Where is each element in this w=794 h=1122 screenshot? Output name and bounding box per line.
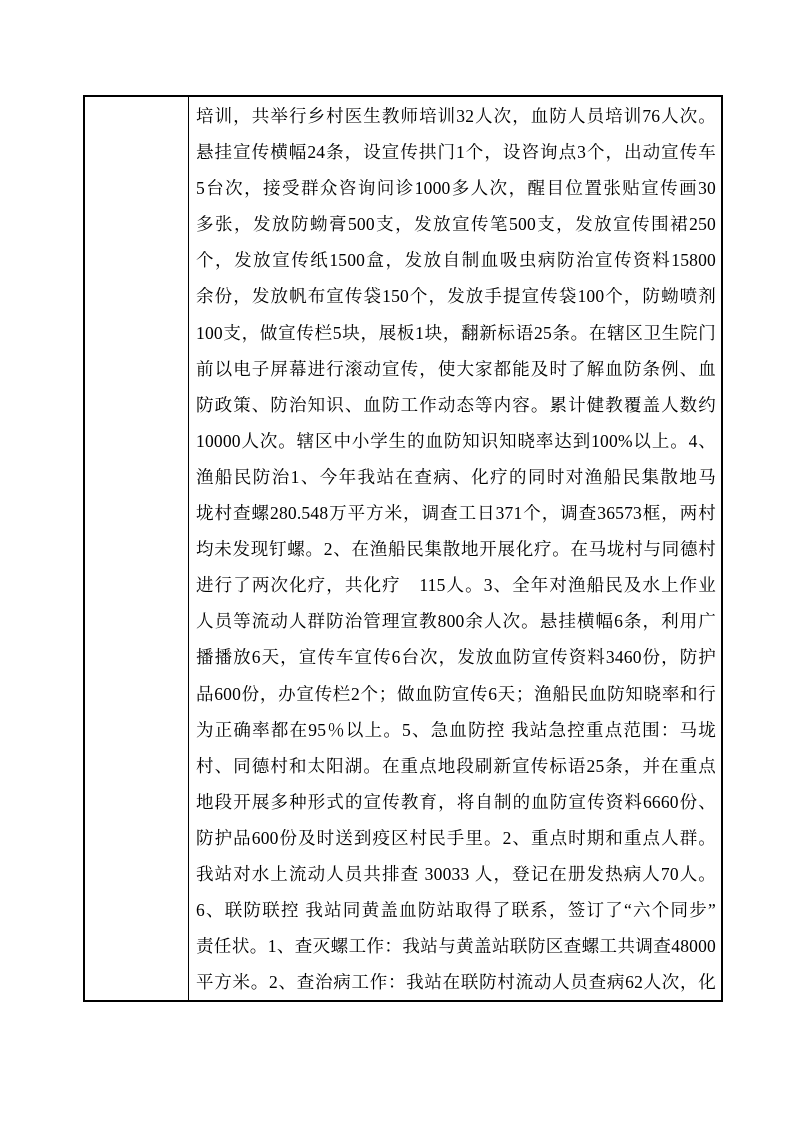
text-line: 防政策、防治知识、血防工作动态等内容。累计健教覆盖人数约 — [196, 394, 716, 415]
text-line: 前以电子屏幕进行滚动宣传，使大家都能及时了解血防条例、血 — [196, 358, 716, 379]
text-line: 我站对水上流动人员共排查 30033 人，登记在册发热病人70人。 — [196, 863, 716, 884]
text-line: 个，发放宣传纸1500盒，发放自制血吸虫病防治宣传资料15800 — [196, 250, 716, 271]
text-line: 责任状。1、查灭螺工作：我站与黄盖站联防区查螺工共调查48000 — [196, 936, 716, 957]
report-table — [83, 95, 723, 1002]
text-line: 为正确率都在95％以上。5、急血防控 我站急控重点范围：马垅 — [196, 719, 716, 740]
text-line: 进行了两次化疗，共化疗 115人。3、全年对渔船民及水上作业 — [196, 575, 716, 596]
text-line: 渔船民防治1、今年我站在查病、化疗的同时对渔船民集散地马 — [196, 466, 716, 487]
text-line: 余份，发放帆布宣传袋150个，发放手提宣传袋100个，防蚴喷剂 — [196, 286, 716, 307]
text-line: 人员等流动人群防治管理宣教800余人次。悬挂横幅6条，利用广 — [196, 611, 716, 632]
text-line: 培训，共举行乡村医生教师培训32人次，血防人员培训76人次。 — [196, 106, 716, 126]
text-line: 5台次，接受群众咨询问诊1000多人次，醒目位置张贴宣传画30 — [196, 178, 716, 199]
text-line: 平方米。2、查治病工作：我站在联防村流动人员查病62人次，化 — [196, 972, 716, 993]
text-line: 品600份，办宣传栏2个；做血防宣传6天；渔船民血防知晓率和行 — [196, 683, 716, 704]
text-line: 悬挂宣传横幅24条，设宣传拱门1个，设咨询点3个，出动宣传车 — [196, 142, 716, 163]
text-line: 垅村查螺280.548万平方米，调查工日371个，调查36573框，两村 — [196, 503, 716, 524]
text-line: 防护品600份及时送到疫区村民手里。2、重点时期和重点人群。 — [196, 827, 716, 848]
text-line: 100支，做宣传栏5块，展板1块，翻新标语25条。在辖区卫生院门 — [196, 322, 716, 343]
report-content-cell — [189, 97, 721, 1000]
text-line: 6、联防联控 我站同黄盖血防站取得了联系，签订了“六个同步” — [196, 900, 716, 921]
text-line: 村、同德村和太阳湖。在重点地段刷新宣传标语25条，并在重点 — [196, 755, 716, 776]
text-line: 多张，发放防蚴膏500支，发放宣传笔500支，发放宣传围裙250 — [196, 214, 716, 235]
text-line: 10000人次。辖区中小学生的血防知识知晓率达到100%以上。4、 — [196, 430, 716, 451]
text-line: 地段开展多种形式的宣传教育，将自制的血防宣传资料6660份、 — [196, 791, 716, 812]
text-line: 播播放6天，宣传车宣传6台次，发放血防宣传资料3460份，防护 — [196, 647, 716, 668]
row-label-cell — [85, 97, 189, 1000]
text-line: 均未发现钉螺。2、在渔船民集散地开展化疗。在马垅村与同德村 — [196, 539, 716, 560]
